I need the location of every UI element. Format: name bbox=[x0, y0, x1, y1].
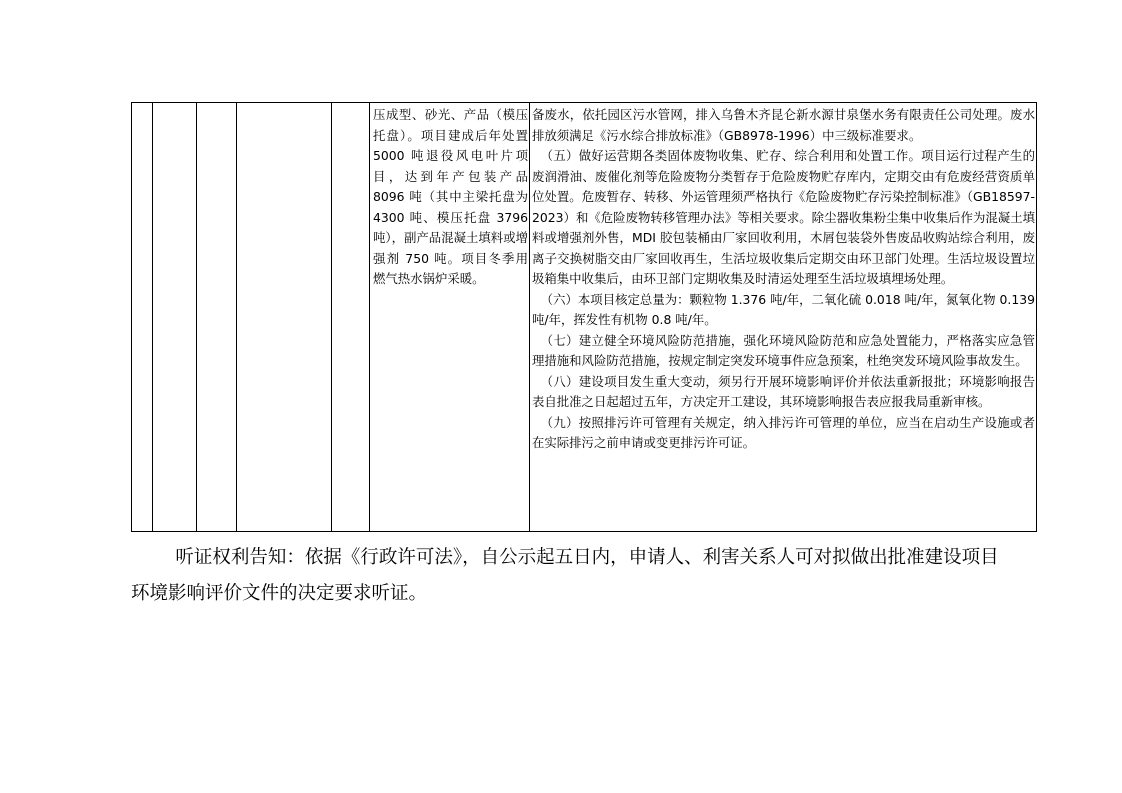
hearing-rights-notice bbox=[131, 540, 1011, 612]
notice-text: 听证权利告知：依据《行政许可法》，自公示起五日内，申请人、利害关系人可对拟做出批准建设项目环境影响评价文件的决定要求听证。 bbox=[131, 547, 999, 604]
requirement-paragraph: （六）本项目核定总量为：颗粒物 1.376 吨/年，二氧化硫 0.018 吨/年，氮氧化物 0.139 吨/年，挥发性有机物 0.8 吨/年。 bbox=[532, 291, 1035, 327]
cell-applicant bbox=[237, 103, 332, 532]
cell-location bbox=[197, 103, 237, 532]
cell-requirements bbox=[530, 103, 1037, 532]
approval-table bbox=[131, 102, 1037, 532]
requirement-paragraph: （九）按照排污许可管理有关规定，纳入排污许可管理的单位，应当在启动生产设施或者在实际排污之前申请或变更排污许可证。 bbox=[532, 414, 1035, 450]
requirement-paragraph: （八）建设项目发生重大变动，须另行开展环境影响评价并依法重新报批；环境影响报告表自批准之日起超过五年，方决定开工建设，其环境影响报告表应报我局重新审核。 bbox=[532, 373, 1035, 409]
cell-project-name bbox=[153, 103, 197, 532]
requirement-paragraph: 备废水，依托园区污水管网，排入乌鲁木齐昆仑新水源甘泉堡水务有限责任公司处理。废水排放须满足《污水综合排放标准》（GB8978-1996）中三级标准要求。 bbox=[532, 107, 1035, 143]
cell-index bbox=[132, 103, 153, 532]
requirement-paragraph: （七）建立健全环境风险防范措施，强化环境风险防范和应急处置能力，严格落实应急管理措施和风险防范措施，按规定制定突发环境事件应急预案，杜绝突发环境风险事故发生。 bbox=[532, 332, 1035, 368]
table-row bbox=[132, 103, 1037, 532]
cell-doc-type bbox=[332, 103, 370, 532]
requirement-paragraph: （五）做好运营期各类固体废物收集、贮存、综合利用和处置工作。项目运行过程产生的废润滑油、废催化剂等危险废物分类暂存于危险废物贮存库内，定期交由有危废经营资质单位处置。危废暂存、转移、外运管理须严格执行《危险废物贮存污染控制标准》（GB18597-2023）和《危险废物转移管理办法》等相关要求。除尘器收集粉尘集中收集后作为混凝土填料或增强剂外售，MDI 胶包装桶由厂家回收利用，木屑包装袋外售废品收购站综合利用，废离子交换树脂交由厂家回收再生，生活垃圾收集后定期交由环卫部门处理。生活垃圾设置垃圾箱集中收集后，由环卫部门定期收集及时清运处理至生活垃圾填埋场处理。 bbox=[532, 148, 1035, 286]
cell-project-summary: 压成型、砂光、产品（模压托盘）。项目建成后年处置 5000 吨退役风电叶片项目，达到年产包装产品 8096 吨（其中主梁托盘为 4300 吨、模压托盘 3796 吨），副产品混凝土填料或增强剂 750 吨。项目冬季用燃气热水锅炉采暖。 bbox=[370, 103, 530, 532]
